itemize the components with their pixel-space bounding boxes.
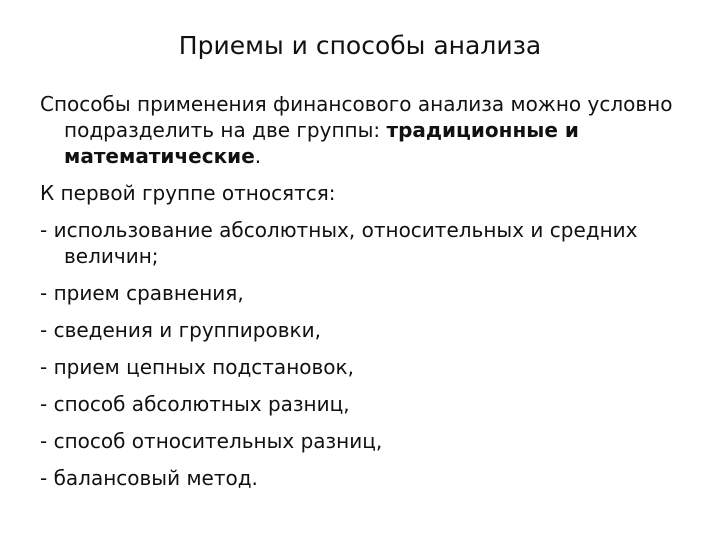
list-item: - прием сравнения, bbox=[40, 281, 244, 305]
intro-end: . bbox=[254, 144, 262, 168]
intro-text: Способы применения финансового анализа можно условно подразделить на две группы: bbox=[40, 92, 673, 142]
intro-paragraph bbox=[40, 91, 700, 169]
list-item: - прием цепных подстановок, bbox=[40, 355, 354, 379]
list-item: - способ относительных разниц, bbox=[40, 429, 383, 453]
slide-body bbox=[40, 91, 700, 502]
intro-bold-text: традиционные и математические bbox=[64, 118, 579, 168]
list-item: - сведения и группировки, bbox=[40, 318, 321, 342]
slide-title: Приемы и способы анализа bbox=[178, 31, 542, 60]
list-item: - балансовый метод. bbox=[40, 466, 258, 490]
list-item: - способ абсолютных разниц, bbox=[40, 392, 350, 416]
first-group-heading: К первой группе относятся: bbox=[40, 181, 336, 205]
list-item: - использование абсолютных, относительных и средних величин; bbox=[40, 218, 638, 268]
